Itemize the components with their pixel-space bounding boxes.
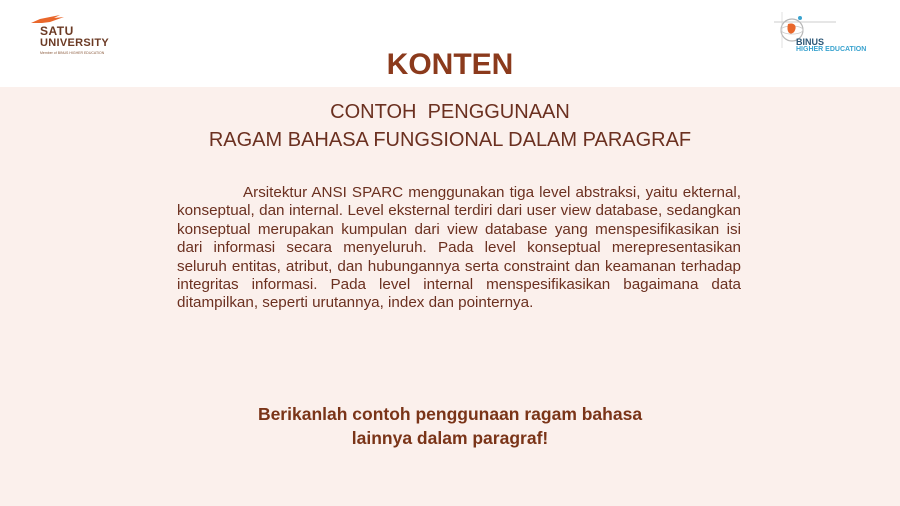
slide-title: KONTEN xyxy=(386,48,514,81)
logo-tagline: Member of BINUS HIGHER EDUCATION xyxy=(40,51,105,55)
subtitle-line-2: RAGAM BAHASA FUNGSIONAL DALAM PARAGRAF xyxy=(208,129,692,151)
logo-satu-text: SATU xyxy=(40,24,74,38)
exercise-prompt-line-1: Berikanlah contoh penggunaan ragam bahasa xyxy=(257,404,643,424)
subtitle-line-1: CONTOH PENGGUNAAN xyxy=(330,101,570,123)
logo-higher-education-text: HIGHER EDUCATION xyxy=(796,46,867,53)
logo-university-text: UNIVERSITY xyxy=(40,37,110,49)
example-paragraph: Arsitektur ANSI SPARC menggunakan tiga level abstraksi, yaitu ekternal, konseptual, dan internal. Level eksternal terdiri dari user view database, sedangkan konseptual merupakan kumpulan dari view database yang menspesifikasikan isi dari informasi secara menyeluruh. Pada level konseptual merepresentasikan seluruh entitas, atribut, dan hubungannya serta constraint dan keamanan terhadap integritas informasi. Pada level internal menspesifikasikan bagaimana data ditampilkan, seperti urutannya, index dan pointernya. xyxy=(177,184,741,312)
logo-binus-text: BINUS xyxy=(796,37,825,47)
exercise-prompt-line-2: lainnya dalam paragraf! xyxy=(351,428,549,448)
